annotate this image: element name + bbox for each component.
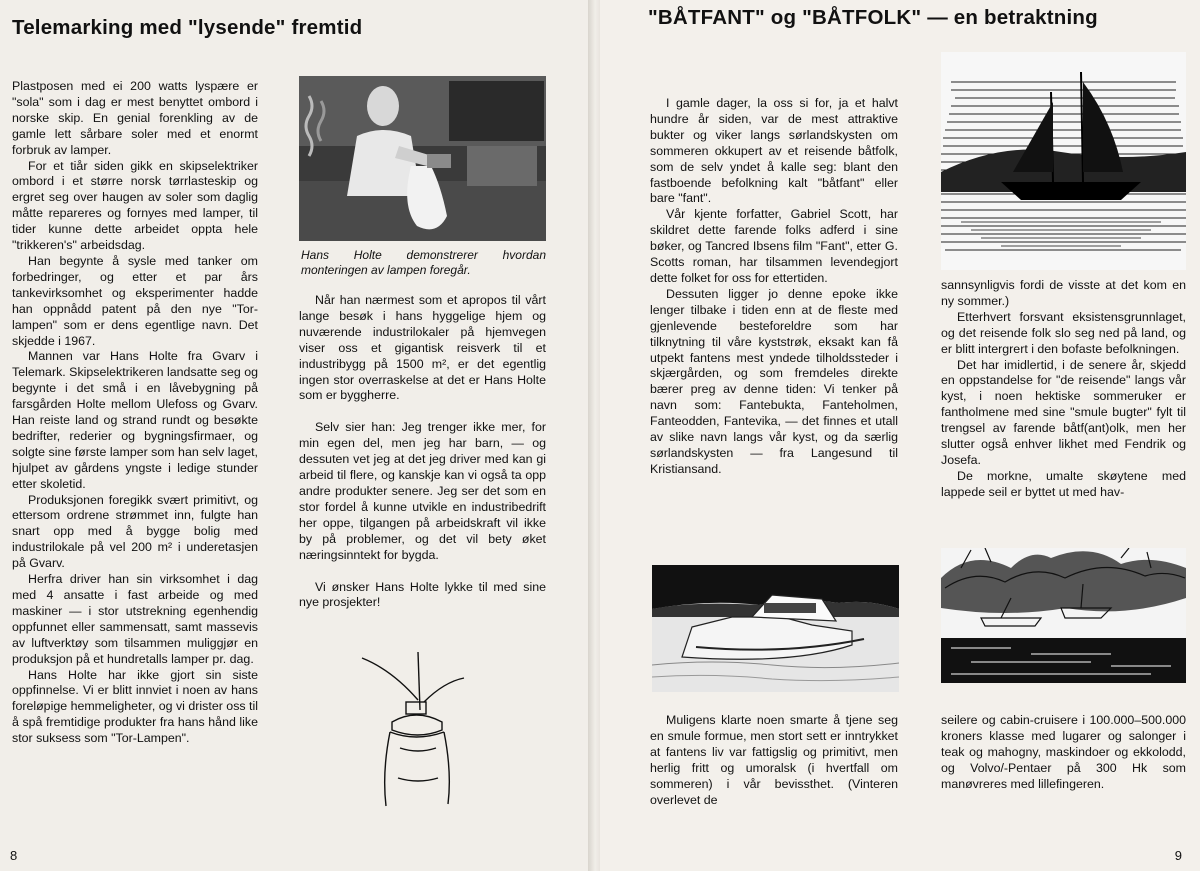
page-number-left: 8 (10, 848, 18, 863)
paragraph: sannsynligvis fordi de visste at det kom en ny sommer.) (941, 278, 1186, 308)
etching-sailing-boat (941, 52, 1186, 270)
paragraph: I gamle dager, la oss si for, ja et halvt hundre år siden, var de mest attraktive bukter og viker langs sørlandskysten om sommeren okkupert av et reisende båtfolk, som de selv yndet å kalle seg: blant den fastboende befolkning kalt "båtfant" eller bare "fant". (650, 96, 898, 206)
paragraph: Muligens klarte noen smarte å tjene seg en smule formue, men stort sett er inntrykket at fantens liv var fattigslig og primitivt, men herlig fritt og umoralsk (i hvertfall om sommeren) i vår bevissthet. (Vinteren overlevet de (650, 713, 898, 807)
paragraph: Produksjonen foregikk svært primitivt, og ettersom ordrene strømmet inn, fulgte han snart opp med å bygge bolig med industrilokale på vel 200 m² i underetasjen på Gvarv. (12, 492, 258, 571)
right-page (600, 0, 1200, 871)
paragraph: Plastposen med ei 200 watts lyspære er "sola" som i dag er mest benyttet ombord i norske skip. En genial forenkling av de gamle lett sårbare soler med et enormt forbruk av lamper. (12, 79, 258, 157)
article-title-left: Telemarking med "lysende" fremtid (12, 16, 363, 39)
photo-caption: Hans Holte demonstrerer hvordan monteringen av lampen foregår. (301, 248, 546, 277)
photo-man-demonstrating-lamp (299, 76, 546, 241)
paragraph: Selv sier han: Jeg trenger ikke mer, for min egen del, men jeg har barn, — og dessuten vet jeg at det jeg driver med kan gi arbeid til flere, og kanskje kan vi også ta opp andre produkter senere. Jeg ser det som en stor fordel å kunne utvikle en industribedrift her oppe, tilgangen på arbeidskraft vil ikke by på problemer, og det vil bety øket næringsinntekt for bygda. (299, 420, 546, 562)
sketch-boats-in-bay (941, 548, 1186, 683)
page-gutter (588, 0, 600, 871)
paragraph: For et tiår siden gikk en skipselektriker ombord i et større norsk tørrlasteskip og ergret seg over haugen av soler som daglig måtte repareres og fornyes med lamper, til tider kunne dette arbeidet oppta hele "trikkeren's" arbeidsdag. (12, 158, 258, 253)
lamp-sketch (360, 648, 466, 808)
right-article-column-1-bottom (650, 713, 898, 808)
paragraph: Når han nærmest som et apropos til vårt lange besøk i hans hyggelige hjem og nuværende industrilokaler på hjemvegen viser oss et gigantisk reisverk til et industribygg på 1500 m², er det egentlig ingen stor overraskelse at det er Hans Holte som er byggherre. (299, 293, 546, 403)
paragraph: Han begynte å sysle med tanker om forbedringer, og etter et par års tankevirksomhet og eksperimenter hadde han oppnådd patent på den nye "Tor-lampen" som er dens egentlige navn. Det skjedde i 1967. (12, 253, 258, 348)
article-title-right: "BÅTFANT" og "BÅTFOLK" — en betraktning (648, 6, 1098, 29)
left-page (0, 0, 588, 871)
photo-cabin-cruiser (652, 565, 899, 692)
right-article-column-2-top (941, 278, 1186, 501)
paragraph: Vår kjente forfatter, Gabriel Scott, har skildret dette farende folks adferd i sine bøker, og Tancred Ibsens film "Fant", etter G. Scotts roman, har tilsammen levendegjort dette folket for oss for ettertiden. (650, 207, 898, 285)
right-article-column-2-bottom (941, 713, 1186, 793)
paragraph: seilere og cabin-cruisere i 100.000–500.000 kroners klasse med lugarer og salonger i teak og mahogny, maskindoer og ekkolodd, og Volvo/-Pentaer på 300 Hk som manøvreres med lillefingeren. (941, 713, 1186, 791)
left-article-column-2 (299, 293, 546, 611)
paragraph: Mannen var Hans Holte fra Gvarv i Telemark. Skipselektrikeren landsatte seg og begynte i det små i en låvebygning på farsgården Holte mellom Ulefoss og Gvarv. Han reiste land og strand rundt og besøkte bedrifter, rederier og bygningsfirmaer, og solgte sine første lamper som han selv laget, hjulpet av gårdens yngste i ledige stunder etter skoletid. (12, 349, 258, 491)
paragraph: Vi ønsker Hans Holte lykke til med sine nye prosjekter! (299, 579, 546, 610)
paragraph: Det har imidlertid, i de senere år, skjedd en oppstandelse for "de reisende" langs vår kyst, i noen hektiske sommeruker er fantholmene med sine "smule bugter" fylt til trengsel av farende båtf(ant)olk, men her slutter også enhver likhet med Fendrik og Josefa. (941, 357, 1186, 467)
paragraph: Herfra driver han sin virksomhet i dag med 4 ansatte i fast arbeide og med maskiner — i stor utstrekning egenhendig oppfunnet eller sammensatt, samt massevis av luftverktøy som tilsammen muliggjør en produksjon på et hundretalls lamper pr. dag. (12, 572, 258, 666)
paragraph: Dessuten ligger jo denne epoke ikke lenger tilbake i tiden enn at de fleste med gjenlevende besteforeldre som har tilknytning til våre kyststrøk, eksakt kan få utpekt fantens mest yndede tilholdssteder i skjærgården, og som fremdeles direkte bærer preg av denne tiden: Vi tenker på navn som: Fantebukta, Fanteholmen, Fanteodden, Fantevika, — det finnes et utall av slike navn langs vår kyst, og da særlig sørlandskysten — fra Langesund til Kristiansand. (650, 286, 898, 476)
right-article-column-1-top (650, 96, 898, 478)
paragraph: Hans Holte har ikke gjort sin siste oppfinnelse. Vi er blitt innviet i noen av hans foreløpige hemmeligheter, og vi drister oss til å spå fremtidige produkter fra hans hånd like stor suksess som "Tor-Lampen". (12, 667, 258, 746)
page-number-right: 9 (1174, 848, 1182, 863)
paragraph: Etterhvert forsvant eksistensgrunnlaget, og det reisende folk slo seg ned på land, og er blitt intergrert i den bofaste befolkningen. (941, 309, 1186, 356)
left-article-column-1 (12, 79, 258, 747)
paragraph: De morkne, umalte skøytene med lappede seil er byttet ut med hav- (941, 468, 1186, 499)
